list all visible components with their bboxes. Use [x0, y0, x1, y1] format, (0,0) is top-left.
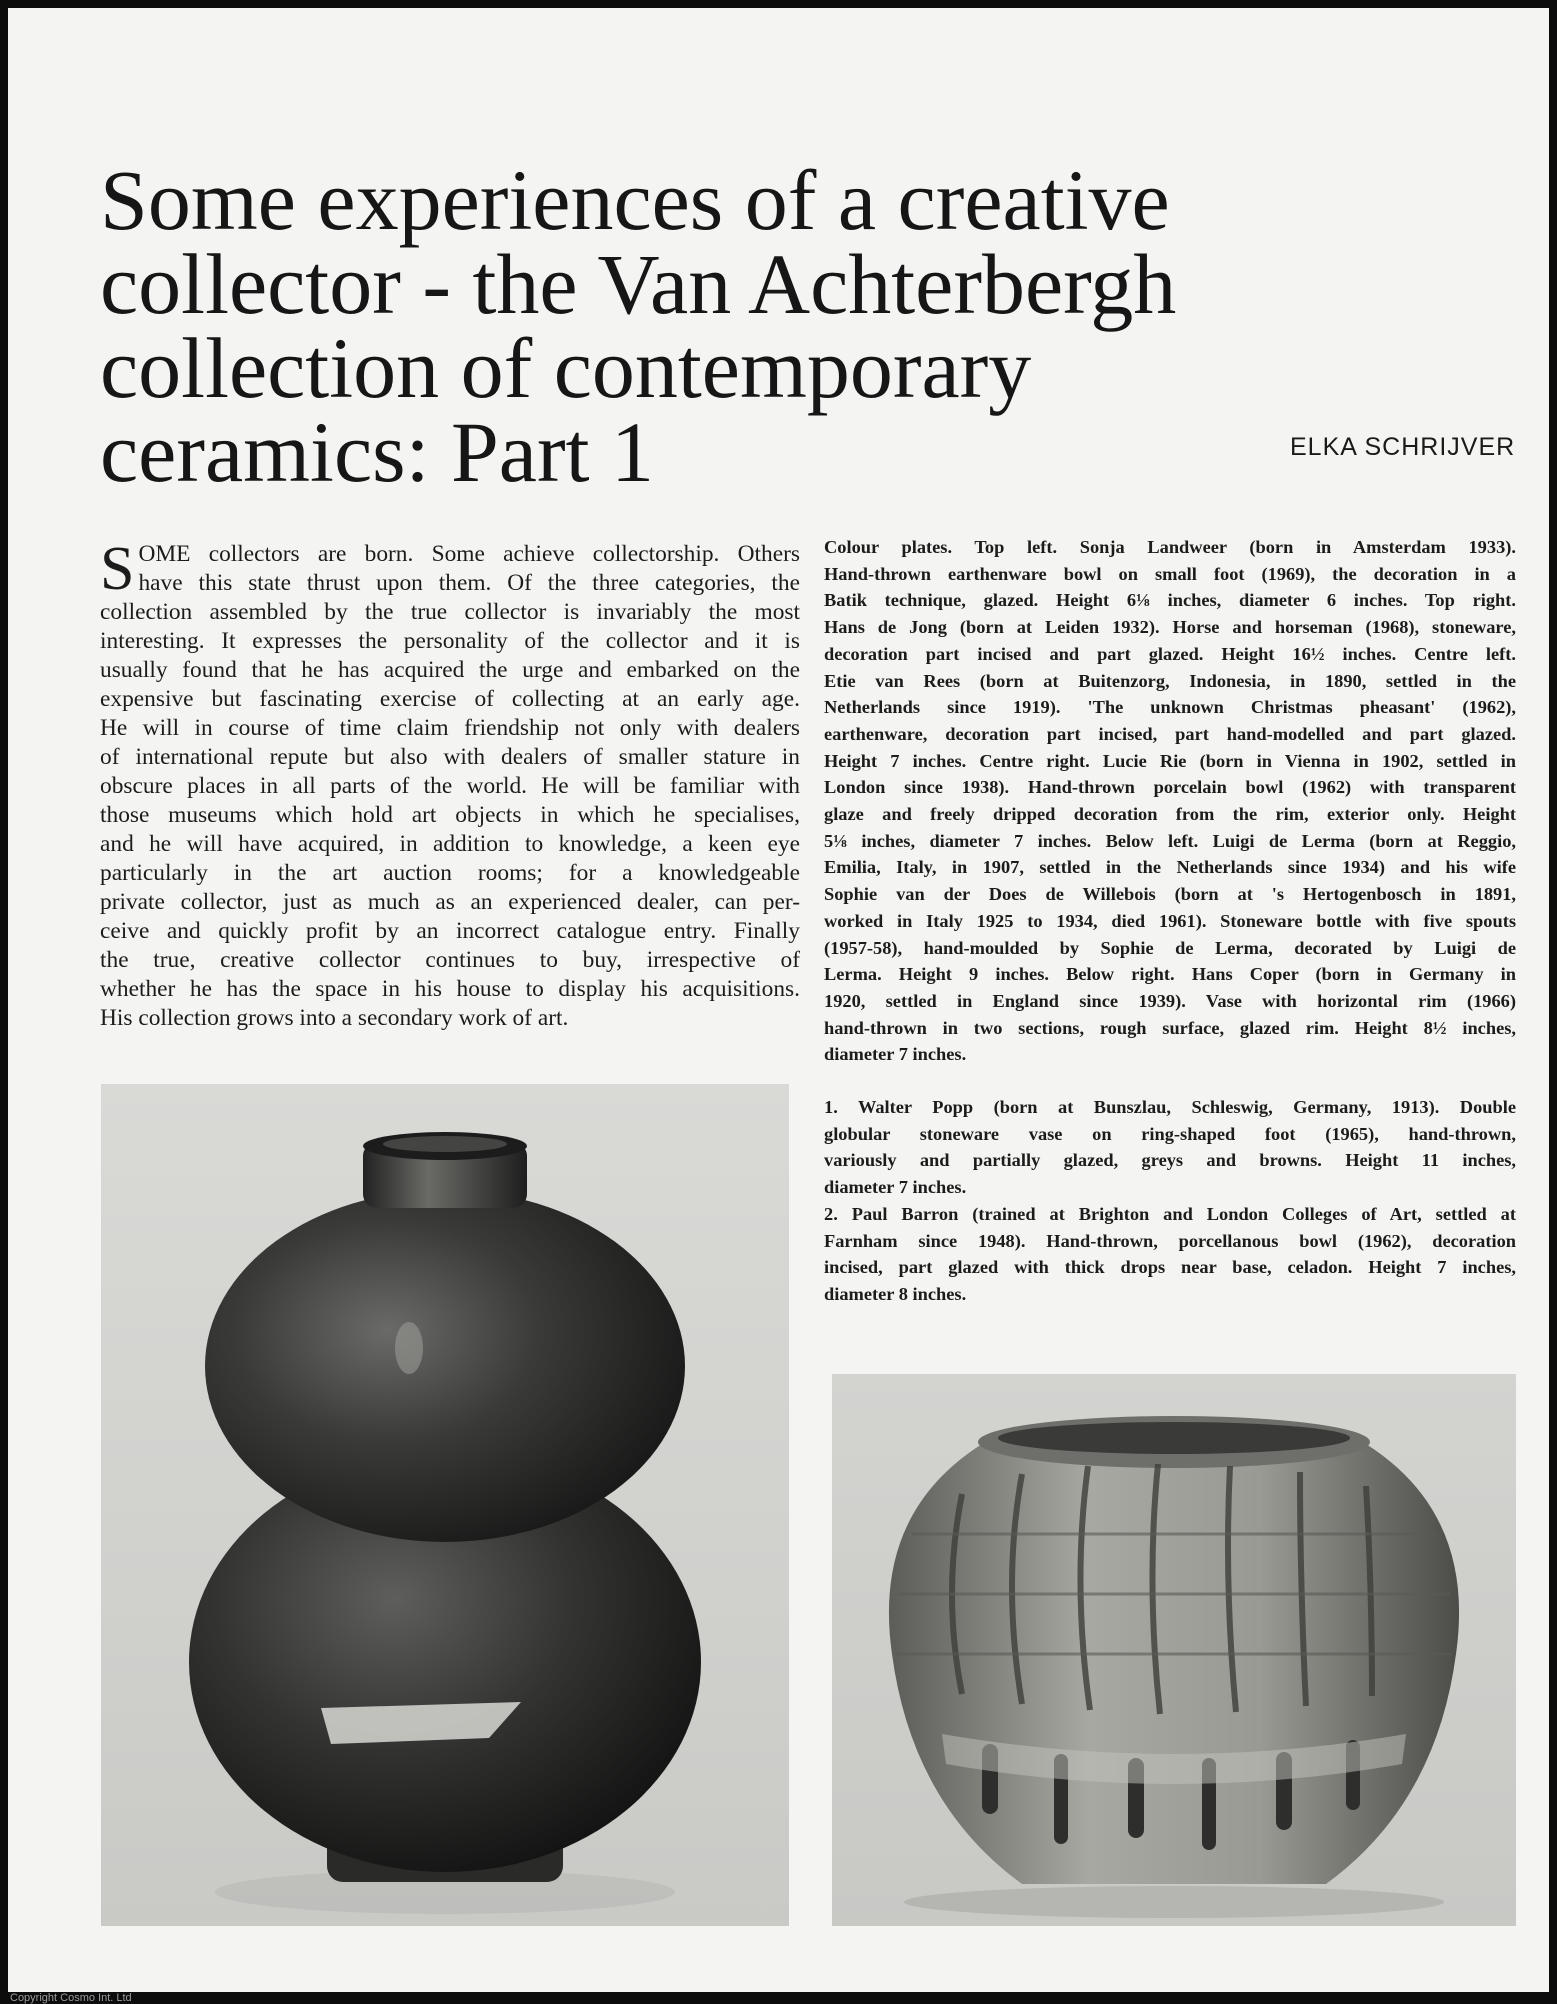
- body-line: collection assembled by the true collector is invariably the most: [100, 599, 800, 625]
- caption-line: (1957-58), hand-moulded by Sophie de Lerma, decorated by Luigi de: [824, 937, 1516, 958]
- double-gourd-vase-photo: [101, 1084, 789, 1926]
- body-line: His collection grows into a secondary work of art.: [100, 1005, 569, 1031]
- caption-line: diameter 7 inches.: [824, 1177, 967, 1198]
- caption-line: Etie van Rees (born at Buitenzorg, Indonesia, in 1890, settled in the: [824, 670, 1516, 691]
- body-line: particularly in the art auction rooms; for a knowledgeable: [100, 860, 800, 886]
- title-line: collection of contemporary: [100, 319, 1032, 416]
- caption-line: 1. Walter Popp (born at Bunszlau, Schleswig, Germany, 1913). Double: [824, 1097, 1516, 1118]
- title-line: ceramics: Part 1: [100, 403, 655, 500]
- caption-line: Emilia, Italy, in 1907, settled in the Netherlands since 1934) and his wife: [824, 857, 1516, 878]
- caption-line: London since 1938). Hand-thrown porcelain bowl (1962) with transparent: [824, 777, 1516, 798]
- caption-line: incised, part glazed with thick drops near base, celadon. Height 7 inches,: [824, 1257, 1516, 1278]
- caption-line: diameter 7 inches.: [824, 1044, 967, 1065]
- magazine-page: [8, 8, 1549, 2004]
- drop-cap: S: [100, 535, 135, 603]
- body-line: private collector, just as much as an experienced dealer, can per-: [100, 889, 800, 915]
- caption-line: variously and partially glazed, greys and browns. Height 11 inches,: [824, 1150, 1516, 1171]
- caption-line: Height 7 inches. Centre right. Lucie Rie (born in Vienna in 1902, settled in: [824, 750, 1516, 771]
- caption-line: Colour plates. Top left. Sonja Landweer (born in Amsterdam 1933).: [824, 537, 1516, 557]
- body-line: expensive but fascinating exercise of collecting at an early age.: [100, 686, 800, 712]
- body-line: the true, creative collector continues to buy, irrespective of: [100, 947, 800, 973]
- caption-line: globular stoneware vase on ring-shaped foot (1965), hand-thrown,: [824, 1123, 1516, 1144]
- caption-line: diameter 8 inches.: [824, 1283, 967, 1304]
- body-line: obscure places in all parts of the world. He will be familiar with: [100, 773, 800, 799]
- title-line: collector - the Van Achterbergh: [100, 235, 1177, 332]
- author-byline: ELKA SCHRIJVER: [1290, 433, 1516, 461]
- caption-column: [824, 534, 1516, 1308]
- body-line: interesting. It expresses the personality of the collector and it is: [100, 628, 800, 654]
- porcellanous-bowl-photo: [832, 1374, 1516, 1926]
- caption-gap: [824, 1068, 1516, 1094]
- copyright-notice: Copyright Cosmo Int. Ltd: [10, 1992, 132, 2004]
- caption-line: Lerma. Height 9 inches. Below right. Hans Coper (born in Germany in: [824, 964, 1516, 985]
- caption-line: Netherlands since 1919). 'The unknown Christmas pheasant' (1962),: [824, 697, 1516, 718]
- caption-line: 1920, settled in England since 1939). Vase with horizontal rim (1966): [824, 990, 1516, 1011]
- caption-line: Batik technique, glazed. Height 6⅛ inches, diameter 6 inches. Top right.: [824, 590, 1516, 611]
- body-line: and he will have acquired, in addition to knowledge, a keen eye: [100, 831, 800, 857]
- caption-line: hand-thrown in two sections, rough surface, glazed rim. Height 8½ inches,: [824, 1017, 1516, 1038]
- body-paragraph: [100, 535, 800, 1033]
- caption-line: worked in Italy 1925 to 1934, died 1961). Stoneware bottle with five spouts: [824, 910, 1516, 931]
- caption-line: 5⅛ inches, diameter 7 inches. Below left. Luigi de Lerma (born at Reggio,: [824, 830, 1516, 851]
- caption-line: decoration part incised and part glazed. Height 16½ inches. Centre left.: [824, 643, 1516, 664]
- body-line: whether he has the space in his house to display his acquisitions.: [100, 976, 800, 1002]
- body-line: have this state thrust upon them. Of the three categories, the: [138, 570, 800, 596]
- body-line: usually found that he has acquired the urge and embarked on the: [100, 657, 800, 683]
- caption-line: 2. Paul Barron (trained at Brighton and London Colleges of Art, settled at: [824, 1203, 1516, 1224]
- caption-line: earthenware, decoration part incised, part hand-modelled and part glazed.: [824, 723, 1516, 744]
- caption-line: Hand-thrown earthenware bowl on small foot (1969), the decoration in a: [824, 563, 1516, 584]
- body-line: those museums which hold art objects in which he specialises,: [100, 802, 800, 828]
- caption-line: Hans de Jong (born at Leiden 1932). Horse and horseman (1968), stoneware,: [824, 617, 1516, 638]
- article-title: [100, 151, 1480, 500]
- caption-line: glaze and freely dripped decoration from the rim, exterior only. Height: [824, 804, 1516, 825]
- caption-line: Farnham since 1948). Hand-thrown, porcellanous bowl (1962), decoration: [824, 1230, 1516, 1251]
- title-line: Some experiences of a creative: [100, 151, 1170, 248]
- body-line: He will in course of time claim friendship not only with dealers: [100, 715, 800, 741]
- caption-line: Sophie van der Does de Willebois (born at 's Hertogenbosch in 1891,: [824, 884, 1516, 905]
- body-line: ceive and quickly profit by an incorrect catalogue entry. Finally: [100, 918, 800, 944]
- body-line: of international repute but also with dealers of smaller stature in: [100, 744, 800, 770]
- body-line: OME collectors are born. Some achieve collectorship. Others: [138, 541, 800, 567]
